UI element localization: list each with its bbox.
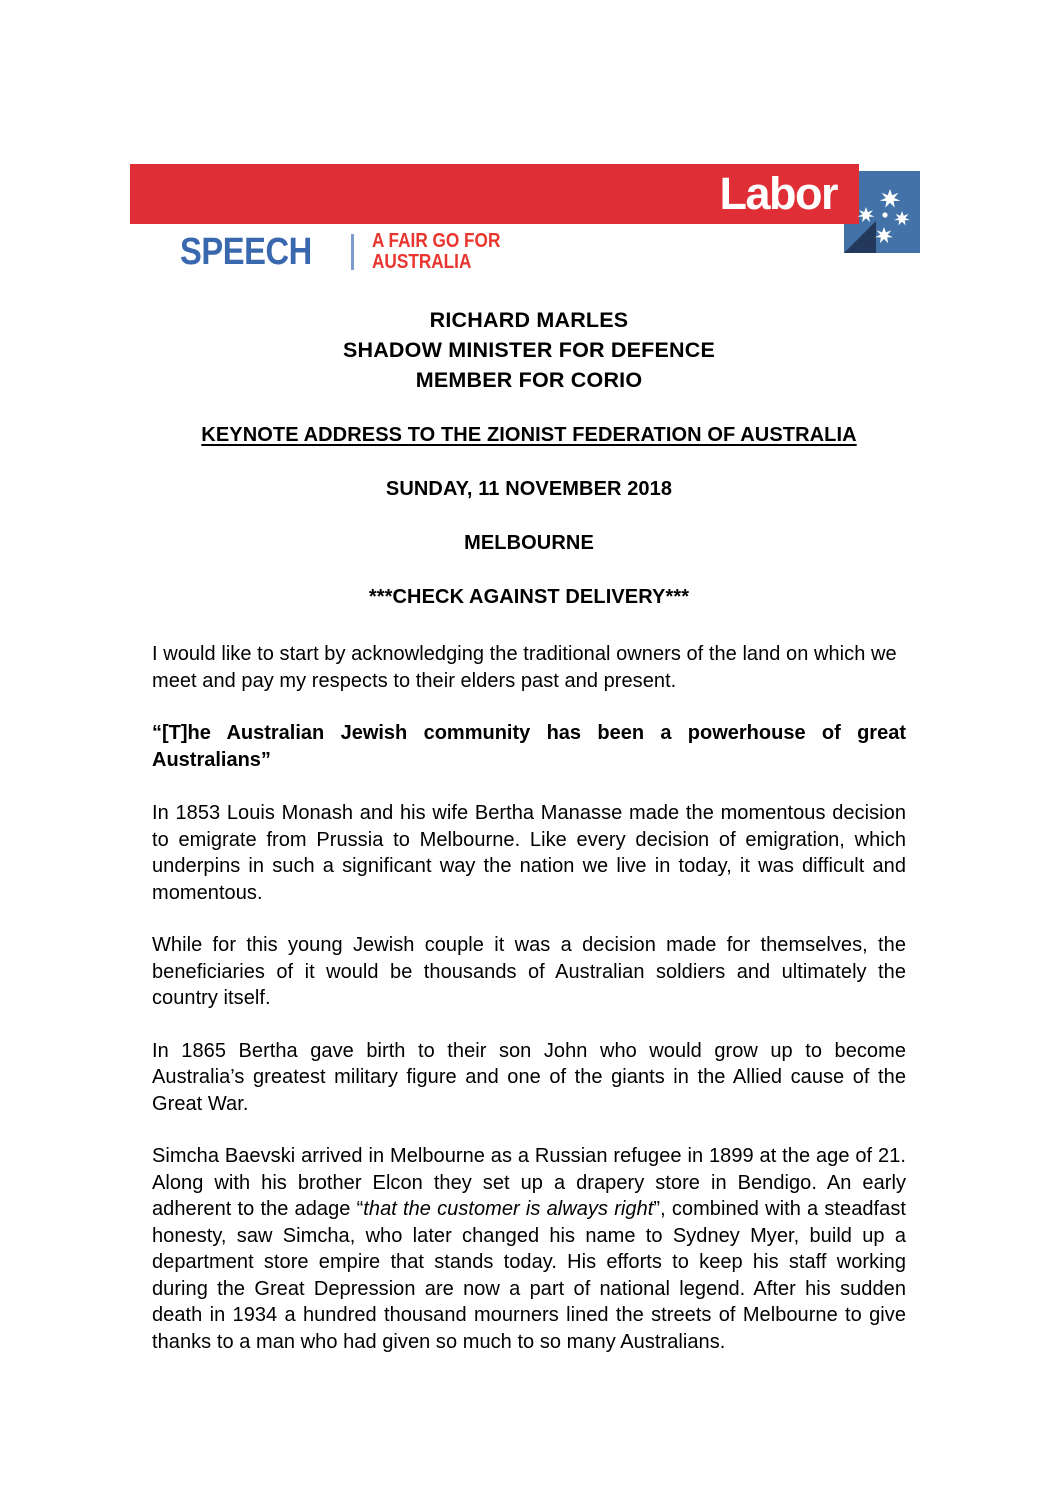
southern-cross-stars-icon <box>844 171 920 253</box>
final-para-italic-quote: that the customer is always right <box>363 1198 654 1220</box>
body-paragraph: In 1853 Louis Monash and his wife Bertha Manasse made the momentous decision to emigrate from Prussia to Melbourne. Like every decision of emigration, which underpins in such a significant way the nation we live in today, it was difficult and momentous. <box>152 802 906 904</box>
speech-label: SPEECH <box>180 231 312 273</box>
tagline-text <box>372 231 500 273</box>
tagline-row <box>180 228 522 276</box>
tagline-line-1: A FAIR GO FOR <box>372 230 501 252</box>
date-heading: SUNDAY, 11 NOVEMBER 2018 <box>385 478 673 500</box>
title-line-role: SHADOW MINISTER FOR DEFENCE <box>342 338 716 362</box>
final-para-part1: Simcha Baevski arrived in Melbourne as a Russian refugee in 1899 at the age of 21. Along with his brother Elcon they set up a drapery store in Bendigo. An early adherent to the adage “ <box>152 1145 906 1220</box>
tagline-divider <box>351 234 354 270</box>
tagline-line-2: AUSTRALIA <box>372 251 472 273</box>
body-paragraph: In 1865 Bertha gave birth to their son John who would grow up to become Australia’s greatest military figure and one of the giants in the Allied cause of the Great War. <box>152 1039 906 1115</box>
labor-wordmark: Labor <box>719 168 837 219</box>
title-line-electorate: MEMBER FOR CORIO <box>415 368 643 392</box>
letterhead <box>130 164 920 279</box>
final-para-part2: ”, combined with a steadfast honesty, saw Simcha, who later changed his name to Sydney Myer, build up a department store empire that stands today. His efforts to keep his staff working during the Great Depression are now a part of national legend. After his sudden death in 1934 a hundred thousand mourners lined the streets of Melbourne to give thanks to a man who had given so much to so many Australians. <box>152 1198 906 1353</box>
section-quote-heading: “[T]he Australian Jewish community has been a powerhouse of great Australians” <box>152 722 906 771</box>
delivery-note: ***CHECK AGAINST DELIVERY*** <box>368 586 690 608</box>
document-content <box>152 305 906 1355</box>
body-paragraph: While for this young Jewish couple it was a decision made for themselves, the beneficiaries of it would be thousands of Australian soldiers and ultimately the country itself. <box>152 934 906 1009</box>
red-banner-band <box>130 164 859 224</box>
page-title <box>152 305 906 395</box>
acknowledgement-paragraph: I would like to start by acknowledging the traditional owners of the land on which we meet and pay my respects to their elders past and present. <box>152 643 897 692</box>
body-paragraph-final <box>152 1143 906 1355</box>
event-heading: KEYNOTE ADDRESS TO THE ZIONIST FEDERATION OF AUSTRALIA <box>201 424 857 446</box>
title-line-name: RICHARD MARLES <box>429 308 629 332</box>
location-heading: MELBOURNE <box>464 532 594 554</box>
